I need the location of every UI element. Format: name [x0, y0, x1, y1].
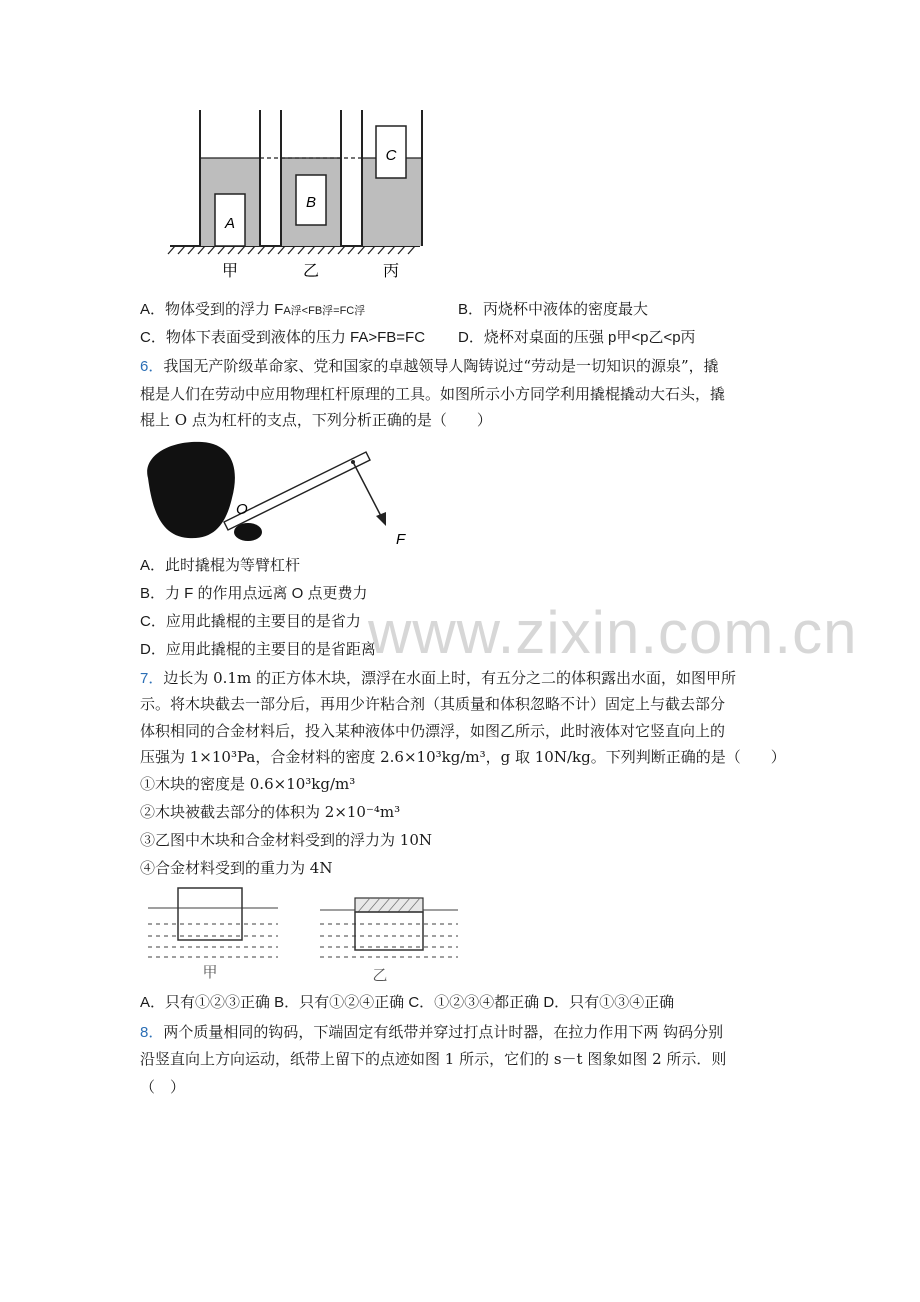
q6-number: 6． [140, 358, 164, 375]
figure-jia-label: 甲 [202, 964, 218, 981]
q6-option-c: C．应用此撬棍的主要目的是省力 [140, 613, 361, 630]
q7-options: A．只有①②③正确 B．只有①②④正确 C．①②③④都正确 D．只有①③④正确 [140, 994, 675, 1011]
watermark: www.zixin.com.cn [368, 599, 858, 666]
q7-stem-line-3: 体积相同的合金材料后，投入某种液体中仍漂浮，如图乙所示，此时液体对它竖直向上的 [140, 722, 726, 740]
q7-statement-2: ②木块被截去部分的体积为 2×10⁻⁴m³ [140, 803, 401, 821]
q7-statement-1: ①木块的密度是 0.6×10³kg/m³ [140, 775, 356, 793]
q6-stem-line-3: 棍上 O 点为杠杆的支点，下列分析正确的是（ ） [140, 411, 492, 429]
q6-stem-line-1: 6．我国无产阶级革命家、党和国家的卓越领导人陶铸说过“劳动是一切知识的源泉”，撬 [140, 357, 719, 375]
q6-stem-line-2: 棍是人们在劳动中应用物理杠杆原理的工具。如图所示小方同学利用撬棍撬动大石头，撬 [140, 385, 726, 403]
q5-beaker-figure [165, 108, 425, 286]
q7-statement-3: ③乙图中木块和合金材料受到的浮力为 10N [140, 831, 432, 849]
q8-stem-line-3: （ ） [140, 1078, 186, 1096]
q5-option-d: D．烧杯对桌面的压强 p甲<p乙<p丙 [458, 329, 696, 346]
q5-option-b: B．丙烧杯中液体的密度最大 [458, 301, 649, 318]
q6-option-d: D．应用此撬棍的主要目的是省距离 [140, 641, 376, 658]
figure-yi-label: 乙 [372, 967, 388, 984]
q7-number: 7． [140, 670, 164, 687]
q6-option-a: A．此时撬棍为等臂杠杆 [140, 557, 301, 574]
q8-number: 8． [140, 1024, 164, 1041]
q7-stem-line-2: 示。将木块截去一部分后，再用少许粘合剂（其质量和体积忽略不计）固定上与截去部分 [140, 695, 726, 713]
object-c-label: C [385, 147, 397, 164]
q7-stem-line-4: 压强为 1×10³Pa，合金材料的密度 2.6×10³kg/m³，g 取 10N/kg。下列判断正确的是（ ） [140, 748, 786, 766]
beaker-1-label: 甲 [221, 263, 239, 280]
q6-option-b: B．力 F 的作用点远离 O 点更费力 [140, 585, 368, 602]
beaker-2-label: 乙 [302, 263, 320, 280]
object-a-label: A [224, 215, 236, 232]
q8-stem-line-2: 沿竖直向上方向运动，纸带上留下的点迹如图 1 所示，它们的 s－t 图象如图 2 所示．则 [140, 1050, 727, 1068]
q8-stem-line-1: 8．两个质量相同的钩码，下端固定有纸带并穿过打点计时器，在拉力作用下两 钩码分别 [140, 1023, 724, 1041]
q7-statement-4: ④合金材料受到的重力为 4N [140, 859, 333, 877]
fulcrum-o-label: O [236, 501, 248, 518]
q6-lever-figure [140, 438, 415, 550]
force-f-label: F [396, 531, 406, 548]
crowbar-icon [224, 452, 370, 530]
object-b-label: B [305, 194, 317, 211]
q7-stem-line-1: 7．边长为 0.1m 的正方体木块，漂浮在水面上时，有五分之二的体积露出水面，如图甲所 [140, 669, 736, 687]
q5-option-a: A．物体受到的浮力 FA浮<FB浮=FC浮 [140, 301, 366, 318]
q7-floating-block-figure [140, 884, 470, 984]
q5-option-c: C．物体下表面受到液体的压力 FA>FB=FC [140, 329, 426, 346]
beaker-3-label: 丙 [382, 263, 400, 280]
rock-icon [147, 442, 235, 538]
